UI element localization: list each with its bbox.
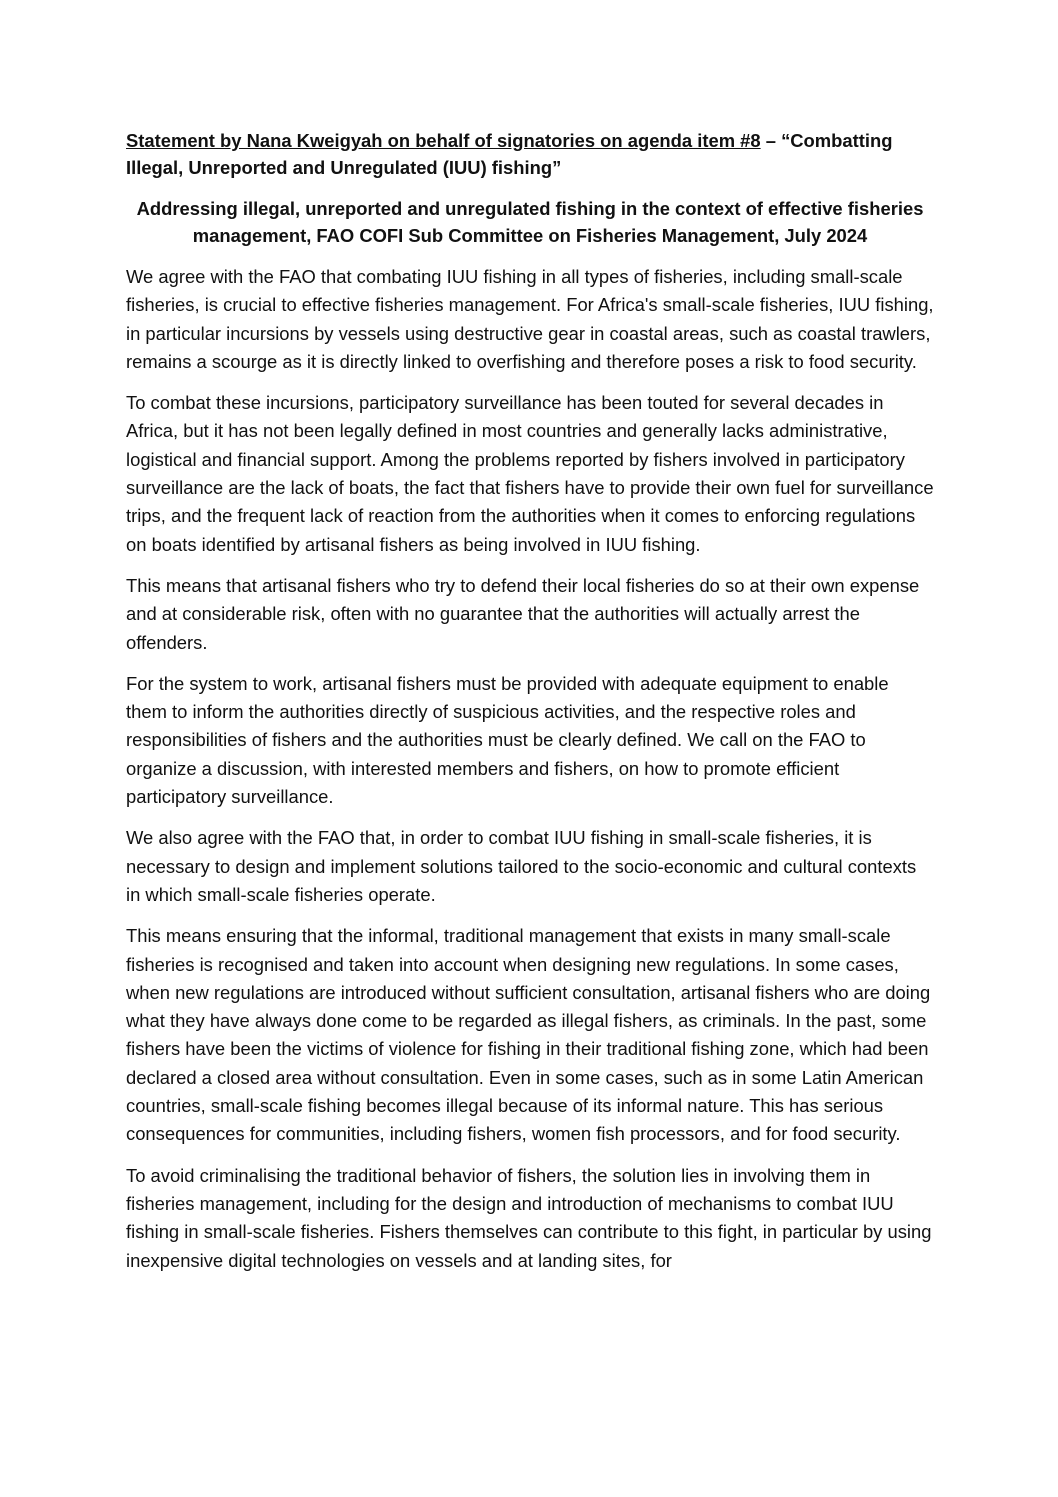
document-page xyxy=(126,127,934,1288)
body-paragraph-6: This means ensuring that the informal, traditional management that exists in many small-scale fisheries is recognised and taken into account when designing new regulations. In some cases, when new regulations are introduced without sufficient consultation, artisanal fishers who are doing what they have always done come to be regarded as illegal fishers, as criminals. In the past, some fishers have been the victims of violence for fishing in their traditional fishing zone, which had been declared a closed area without consultation. Even in some cases, such as in some Latin American countries, small-scale fishing becomes illegal because of its informal nature. This has serious consequences for communities, including fishers, women fish processors, and for food security. xyxy=(126,925,931,1145)
statement-subtitle: Addressing illegal, unreported and unregulated fishing in the context of effective fisheries management, FAO COFI Sub Committee on Fisheries Management, July 2024 xyxy=(136,198,924,246)
statement-title xyxy=(126,127,934,181)
body-paragraph-1: We agree with the FAO that combating IUU fishing in all types of fisheries, including small-scale fisheries, is crucial to effective fisheries management. For Africa's small-scale fisheries, IUU fishing, in particular incursions by vessels using destructive gear in coastal areas, such as coastal trawlers, remains a scourge as it is directly linked to overfishing and therefore poses a risk to food security. xyxy=(126,266,934,372)
statement-title-underlined: Statement by Nana Kweigyah on behalf of signatories on agenda item #8 xyxy=(126,130,761,151)
body-paragraph-3: This means that artisanal fishers who try to defend their local fisheries do so at their own expense and at considerable risk, often with no guarantee that the authorities will actually arrest the offenders. xyxy=(126,574,920,653)
body-paragraph-5: We also agree with the FAO that, in order to combat IUU fishing in small-scale fisheries, it is necessary to design and implement solutions tailored to the socio-economic and cultural contexts in which small-scale fisheries operate. xyxy=(126,827,917,905)
statement-title-rest: – “Combatting Illegal, Unreported and Unregulated (IUU) fishing” xyxy=(126,130,893,178)
body-paragraph-7: To avoid criminalising the traditional behavior of fishers, the solution lies in involving them in fisheries management, including for the design and introduction of mechanisms to combat IUU fishing in small-scale fisheries. Fishers themselves can contribute to this fight, in particular by using inexpensive digital technologies on vessels and at landing sites, for xyxy=(126,1164,932,1271)
body-paragraph-4: For the system to work, artisanal fishers must be provided with adequate equipment to enable them to inform the authorities directly of suspicious activities, and the respective roles and responsibilities of fishers and the authorities must be clearly defined. We call on the FAO to organize a discussion, with interested members and fishers, on how to promote efficient participatory surveillance. xyxy=(126,672,889,808)
body-paragraph-2: To combat these incursions, participatory surveillance has been touted for several decades in Africa, but it has not been legally defined in most countries and generally lacks administrative, logistical and financial support. Among the problems reported by fishers involved in participatory surveillance are the lack of boats, the fact that fishers have to provide their own fuel for surveillance trips, and the frequent lack of reaction from the authorities when it comes to enforcing regulations on boats identified by artisanal fishers as being involved in IUU fishing. xyxy=(126,392,934,555)
